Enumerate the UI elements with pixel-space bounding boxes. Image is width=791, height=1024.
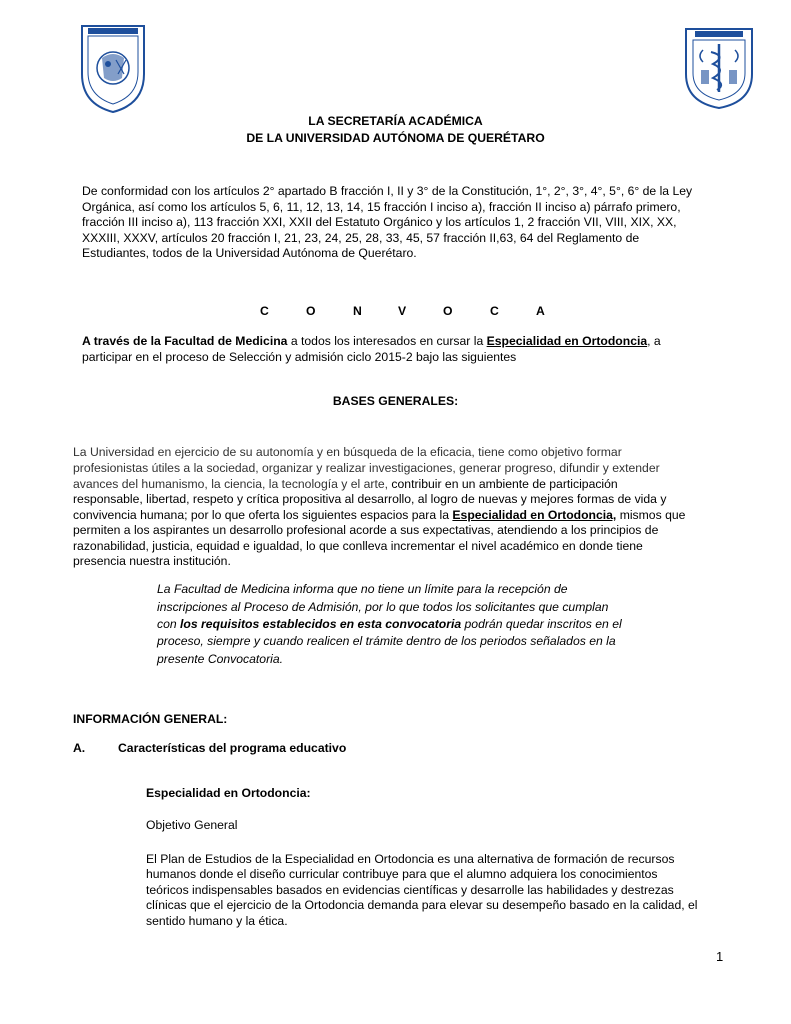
header-line-1: LA SECRETARÍA ACADÉMICA [308,114,483,128]
objective-title: Objetivo General [146,818,238,832]
plan-line-3: teóricos indispensables basados en evidencias científicas y desarrolle las habilidades y destrezas [146,883,674,897]
intro-line-1 [82,334,661,350]
univ-line-3a: avances del humanismo, la ciencia, la tecnología y el arte, [73,477,389,491]
legal-line-5: Estudiantes, todos de la Universidad Autónoma de Querétaro. [82,246,417,260]
legal-line-4: XXXIII, XXXV, artículos 20 fracción I, 21, 23, 24, 25, 28, 33, 45, 57 fracción II,63, 64 del Reglamento de [82,231,640,245]
univ-line-4: responsable, libertad, respeto y crítica propositiva al desarrollo, al logro de nuevas y mejores formas de vida y [73,492,667,506]
header-line-2: DE LA UNIVERSIDAD AUTÓNOMA DE QUERÉTARO [246,131,545,145]
legal-line-1: De conformidad con los artículos 2° apartado B fracción I, II y 3° de la Constitución, 1°, 2°, 3°, 4°, 5°, 6° de la Ley [82,184,693,198]
univ-line-1: La Universidad en ejercicio de su autonomía y en búsqueda de la eficacia, tiene como objetivo formar [73,445,622,459]
convoca-letter: C [490,304,499,318]
univ-line-2: profesionistas útiles a la sociedad, organizar y realizar investigaciones, generar progreso, difundir y extender [73,461,660,475]
medicine-shield-icon [683,26,755,110]
notice-line-5: presente Convocatoria. [157,652,284,666]
univ-line-5a: convivencia humana; por lo que oferta los siguientes espacios para la [73,508,453,522]
univ-line-6: permiten a los aspirantes un desarrollo profesional acorde a sus expectativas, atendiendo a los principios de [73,523,659,537]
convoca-letter: A [536,304,545,318]
convoca-letter: N [353,304,362,318]
univ-line-3 [73,477,618,493]
univ-line-7: razonabilidad, justicia, equidad e igualdad, lo que conlleva incrementar el nivel académico en donde tiene [73,539,643,553]
intro-middle: a todos los interesados en cursar la [287,334,487,348]
facultad-medicina-logo [683,26,755,110]
bases-title: BASES GENERALES: [332,394,459,408]
specialty-title: Especialidad en Ortodoncia: [146,786,311,800]
uaq-logo [78,22,148,114]
legal-line-3: fracción III inciso a), 113 fracción XXI, XXII del Estatuto Orgánico y los artículos 1, 2 fracción VII, VIII, XIX, XX, [82,215,677,229]
uaq-shield-icon [78,22,148,114]
notice-line-3a: con [157,617,181,631]
notice-line-2: inscripciones al Proceso de Admisión, por lo que todos los solicitantes que cumplan [157,600,609,614]
legal-line-2: Orgánica, así como los artículos 5, 6, 11, 12, 13, 14, 15 fracción I inciso a), fracción II inciso a) párrafo primero, [82,200,681,214]
intro-faculty: A través de la Facultad de Medicina [82,334,288,348]
convoca-letter: C [260,304,269,318]
notice-line-1: La Facultad de Medicina informa que no tiene un límite para la recepción de [157,582,568,596]
notice-line-3 [157,617,622,633]
univ-line-3b: contribuir en un ambiente de participación [388,477,618,491]
intro-end: , a [647,334,661,348]
notice-requirements: los requisitos establecidos en esta convocatoria [180,617,462,631]
page-number: 1 [716,949,724,964]
section-a-letter: A. [73,741,86,755]
plan-line-1: El Plan de Estudios de la Especialidad en Ortodoncia es una alternativa de formación de recursos [146,852,675,866]
univ-program: Especialidad en Ortodoncia, [452,508,617,522]
univ-line-5 [73,508,685,524]
section-a-title: Características del programa educativo [118,741,347,755]
notice-line-3b: podrán quedar inscritos en el [461,617,622,631]
univ-line-5b: mismos que [616,508,686,522]
intro-program: Especialidad en Ortodoncia [486,334,648,348]
intro-line-2: participar en el proceso de Selección y admisión ciclo 2015-2 bajo las siguientes [82,350,517,364]
convoca-letter: O [443,304,453,318]
convoca-letter: O [306,304,316,318]
notice-line-4: proceso, siempre y cuando realicen el trámite dentro de los periodos señalados en la [157,634,616,648]
plan-line-5: sentido humano y la ética. [146,914,288,928]
univ-line-8: presencia nuestra institución. [73,554,231,568]
plan-line-4: clínicas que el ejercicio de la Ortodoncia demanda para elevar su desempeño basado en la calidad, el [146,898,698,912]
info-title: INFORMACIÓN GENERAL: [73,712,228,726]
plan-line-2: humanos donde el diseño curricular contribuye para que el alumno adquiera los conocimientos [146,867,658,881]
convoca-letter: V [398,304,407,318]
